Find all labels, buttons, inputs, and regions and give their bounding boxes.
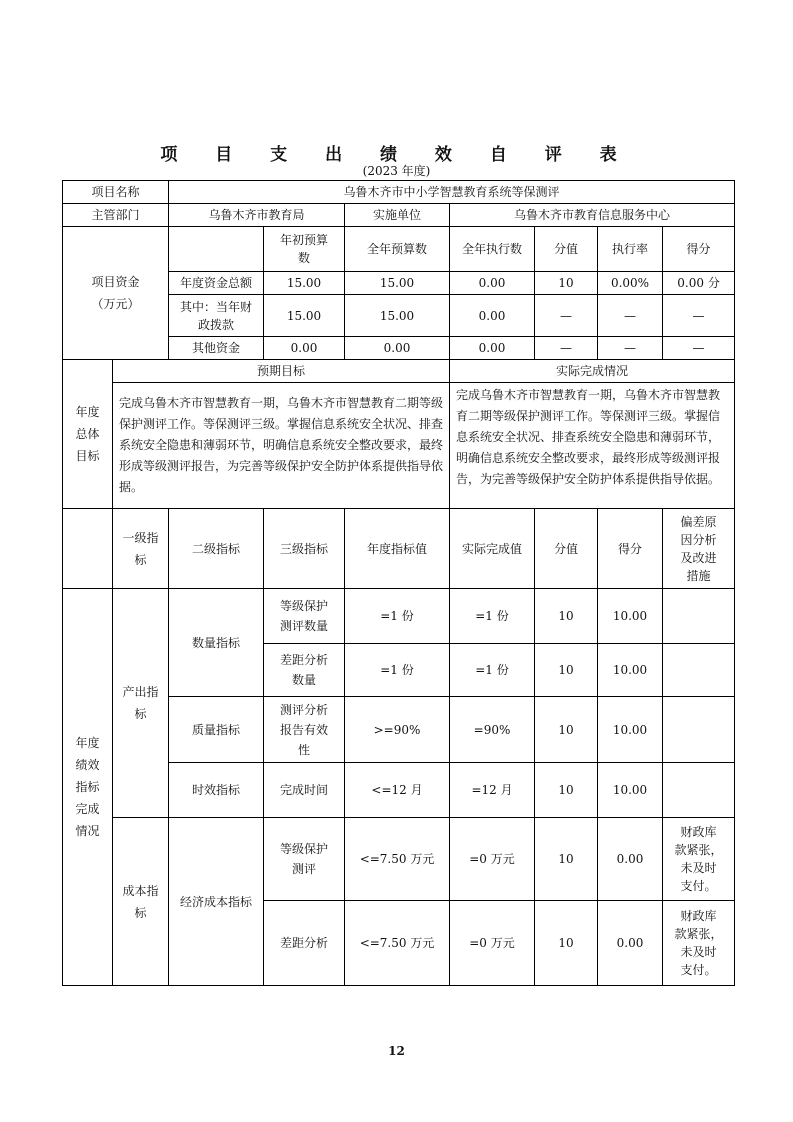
year-subtitle: (2023 年度)	[362, 164, 431, 178]
funds-cell: 0.00%	[598, 272, 663, 295]
dept-label: 主管部门	[63, 204, 169, 227]
funds-cell: 0.00	[345, 337, 450, 360]
funds-cell: 0.00	[450, 295, 535, 337]
funds-cell: 15.00	[345, 272, 450, 295]
funds-header: 全年执行数	[450, 227, 535, 272]
indicator-got: 10.00	[598, 763, 663, 818]
page-number: 12	[388, 1044, 405, 1058]
indicator-got: 10.00	[598, 644, 663, 697]
indicator-header: 偏差原 因分析 及改进 措施	[663, 509, 735, 589]
indicator-header: 分值	[535, 509, 598, 589]
indicator-reason: 财政库 款紧张， 未及时 支付。	[663, 818, 735, 901]
indicator-target: <=12 月	[345, 763, 450, 818]
indicator-actual: =1 份	[450, 589, 535, 644]
expected-goal-text: 完成乌鲁木齐市智慧教育一期，乌鲁木齐市智慧教育二期等级保护测评工作。等保测评三级。掌握信息系统安全状况、排查系统安全隐患和薄弱环节，明确信息系统安全整改要求，最终形成等级测评报告，为完善等级保护安全防护体系提供指导依据。	[113, 383, 450, 509]
indicator-name: 等级保护 测评	[264, 818, 345, 901]
funds-cell: 15.00	[345, 295, 450, 337]
funds-row-label: 其中：当年财 政拨款	[169, 295, 264, 337]
funds-header: 年初预算 数	[264, 227, 345, 272]
funds-header-blank	[169, 227, 264, 272]
actual-text: 完成乌鲁木齐市智慧教育一期，乌鲁木齐市智慧教育二期等级保护测评工作。等保测评三级。掌握信息系统安全状况、排查系统安全隐患和薄弱环节，明确信息系统安全整改要求，最终形成等级测评报告，为完善等级保护安全防护体系提供指导依据。	[450, 383, 735, 509]
indicator-header: 一级指 标	[113, 509, 169, 589]
indicator-score: 10	[535, 589, 598, 644]
indicator-name: 完成时间	[264, 763, 345, 818]
indicator-actual: =12 月	[450, 763, 535, 818]
indicator-target: =1 份	[345, 644, 450, 697]
funds-cell: 10	[535, 272, 598, 295]
page-title: 项 目 支 出 绩 效 自 评 表	[160, 145, 633, 165]
funds-cell: —	[598, 337, 663, 360]
indicator-name: 差距分析 数量	[264, 644, 345, 697]
expected-goal-header: 预期目标	[113, 360, 450, 383]
indicator-got: 0.00	[598, 818, 663, 901]
indicator-header: 得分	[598, 509, 663, 589]
indicator-score: 10	[535, 644, 598, 697]
project-name-label: 项目名称	[63, 181, 169, 204]
indicator-reason	[663, 644, 735, 697]
indicator-score: 10	[535, 818, 598, 901]
indicator-header: 三级指标	[264, 509, 345, 589]
indicator-actual: =0 万元	[450, 818, 535, 901]
indicator-score: 10	[535, 901, 598, 986]
indicator-actual: =0 万元	[450, 901, 535, 986]
indicator-target: >=90%	[345, 697, 450, 763]
indicator-got: 10.00	[598, 697, 663, 763]
evaluation-table	[62, 180, 735, 986]
indicator-name: 测评分析 报告有效 性	[264, 697, 345, 763]
level1-output: 产出指 标	[113, 589, 169, 818]
level2-economic-cost: 经济成本指标	[169, 818, 264, 986]
funds-cell: —	[663, 337, 735, 360]
indicator-score: 10	[535, 697, 598, 763]
dept-value: 乌鲁木齐市教育局	[169, 204, 345, 227]
perf-label: 年度 绩效 指标 完成 情况	[63, 589, 113, 986]
indicator-name: 差距分析	[264, 901, 345, 986]
indicator-reason: 财政库 款紧张， 未及时 支付。	[663, 901, 735, 986]
funds-header: 执行率	[598, 227, 663, 272]
indicator-actual: =1 份	[450, 644, 535, 697]
level2-quantity: 数量指标	[169, 589, 264, 697]
indicator-target: =1 份	[345, 589, 450, 644]
indicator-reason	[663, 697, 735, 763]
indicator-header: 二级指标	[169, 509, 264, 589]
indicator-header: 实际完成值	[450, 509, 535, 589]
funds-cell: —	[598, 295, 663, 337]
funds-cell: 0.00	[264, 337, 345, 360]
level2-quality: 质量指标	[169, 697, 264, 763]
indicator-score: 10	[535, 763, 598, 818]
funds-cell: 0.00	[450, 337, 535, 360]
funds-cell: —	[663, 295, 735, 337]
indicator-header-blank	[63, 509, 113, 589]
funds-cell: 0.00 分	[663, 272, 735, 295]
funds-header: 全年预算数	[345, 227, 450, 272]
indicator-header: 年度指标值	[345, 509, 450, 589]
annual-target-label: 年度 总体 目标	[63, 360, 113, 509]
indicator-target: <=7.50 万元	[345, 901, 450, 986]
level2-timeliness: 时效指标	[169, 763, 264, 818]
indicator-name: 等级保护 测评数量	[264, 589, 345, 644]
impl-unit-value: 乌鲁木齐市教育信息服务中心	[450, 204, 735, 227]
funds-cell: —	[535, 295, 598, 337]
indicator-reason	[663, 589, 735, 644]
funds-cell: 15.00	[264, 272, 345, 295]
level1-cost: 成本指 标	[113, 818, 169, 986]
indicator-reason	[663, 763, 735, 818]
funds-cell: 15.00	[264, 295, 345, 337]
indicator-actual: =90%	[450, 697, 535, 763]
funds-row-label: 其他资金	[169, 337, 264, 360]
indicator-target: <=7.50 万元	[345, 818, 450, 901]
funds-cell: —	[535, 337, 598, 360]
funds-cell: 0.00	[450, 272, 535, 295]
project-name-value: 乌鲁木齐市中小学智慧教育系统等保测评	[169, 181, 735, 204]
funds-header: 分值	[535, 227, 598, 272]
indicator-got: 0.00	[598, 901, 663, 986]
indicator-got: 10.00	[598, 589, 663, 644]
funds-header: 得分	[663, 227, 735, 272]
impl-unit-label: 实施单位	[345, 204, 450, 227]
actual-header: 实际完成情况	[450, 360, 735, 383]
funds-row-label: 年度资金总额	[169, 272, 264, 295]
funds-label: 项目资金 （万元）	[63, 227, 169, 360]
